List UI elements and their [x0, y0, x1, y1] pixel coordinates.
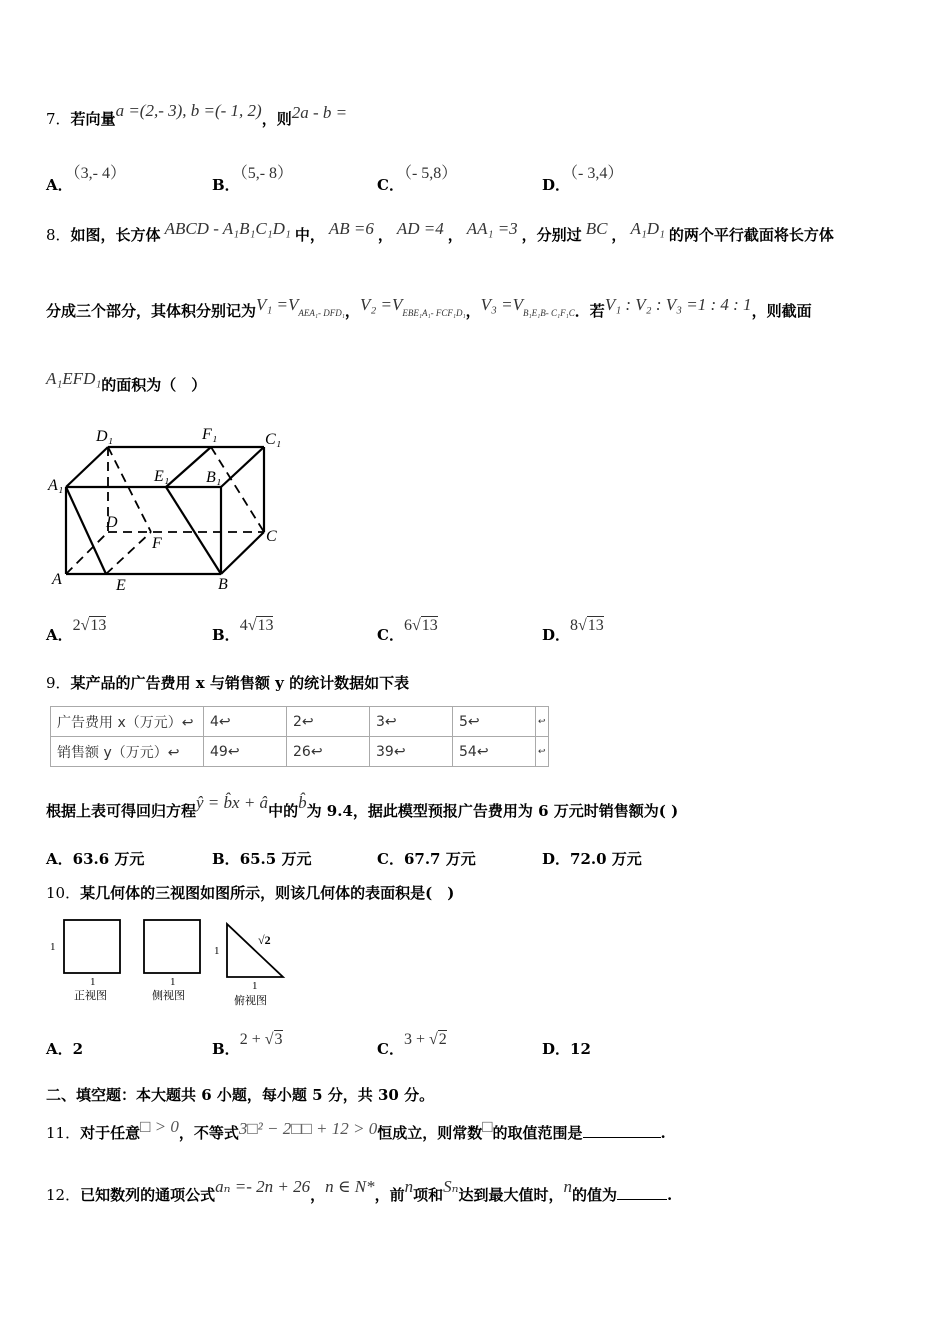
q12-formula: aₙ =- 2n + 26: [215, 1177, 311, 1196]
q11-text: ，不等式: [178, 1124, 239, 1142]
q8-line1: [46, 219, 834, 245]
q8-formula: AA₁ =3: [466, 219, 518, 238]
table-header: 销售额 y（万元）↩: [51, 737, 204, 767]
option-value: 2√13: [72, 617, 107, 634]
q7-text-pre: 若向量: [70, 110, 116, 128]
q8-line2: [46, 295, 812, 321]
option-value: （3,- 4）: [72, 165, 126, 182]
q8-formula: ABCD - A₁B₁C₁D₁: [164, 219, 291, 238]
q8-formula: V₁ =V: [256, 295, 299, 314]
option-label: C．: [377, 176, 404, 194]
label-D: D: [106, 514, 118, 531]
label-B1: B₁: [206, 469, 222, 486]
coef: 2: [72, 617, 81, 634]
table-cell: 4↩: [204, 707, 287, 737]
label-B: B: [218, 576, 228, 593]
table-cell: ↩: [536, 707, 549, 737]
option-label: A．: [46, 1040, 73, 1058]
q9-stem2: [46, 793, 679, 821]
q8-text: 的面积为（ ）: [101, 376, 207, 394]
q11-formula: □: [482, 1117, 493, 1136]
q12-formula: Sₙ: [443, 1177, 459, 1196]
q8-text: ，: [611, 226, 627, 244]
q8-text: ，: [344, 302, 360, 320]
q8-number: 8．: [46, 226, 71, 244]
coef: 4: [239, 617, 248, 634]
table-cell: 39↩: [370, 737, 453, 767]
coef: 8: [570, 617, 579, 634]
q7-option-a: [46, 165, 126, 195]
option-label: C．: [377, 850, 404, 868]
q12-text: .: [667, 1186, 673, 1204]
top-bottom-label: 1: [252, 980, 258, 992]
option-label: B．: [212, 626, 240, 644]
q11-text: 的取值范围是: [492, 1124, 583, 1142]
q9-number: 9．: [46, 674, 71, 692]
q11-stem: [46, 1117, 666, 1143]
q12-formula: n: [563, 1177, 572, 1196]
q9-text: 中的: [268, 802, 299, 820]
option-label: A．: [46, 850, 73, 868]
option-value: （- 3,4）: [570, 165, 624, 182]
hidden-edge: [211, 447, 264, 532]
q8-formula-sub: EBE₁A₁- FCF₁D₁: [402, 308, 466, 318]
hidden-edge: [106, 532, 151, 574]
option-value: 4√13: [239, 617, 274, 634]
table-cell: ↩: [536, 737, 549, 767]
q9-formula: b̂: [298, 793, 307, 812]
label-A: A: [52, 571, 62, 588]
q8-text: ，: [377, 226, 393, 244]
q9-text: 为 9.4，据此模型预报广告费用为 6 万元时销售额为( ): [306, 802, 679, 820]
q8-text: ，: [465, 302, 481, 320]
q12-text: 达到最大值时，: [458, 1186, 564, 1204]
q8-formula: A₁EFD₁: [46, 369, 102, 388]
q8-formula: V₁ : V₂ : V₃ =1 : 4 : 1: [604, 295, 752, 314]
option-label: D．: [542, 176, 571, 194]
q8-text: ，: [447, 226, 463, 244]
q7-stem: [46, 101, 348, 129]
q9-data-table: [50, 706, 549, 767]
q8-formula: AD =4: [396, 219, 444, 238]
hidden-edge: [66, 532, 108, 574]
side-view-square: [144, 920, 200, 973]
q9-option-c: [377, 848, 476, 869]
option-value: 67.7 万元: [403, 850, 476, 868]
option-prefix: 2 +: [239, 1031, 265, 1048]
option-value: 2: [72, 1040, 84, 1058]
front-side-label: 1: [50, 941, 56, 953]
q9-text: 某产品的广告费用 x 与销售额 y 的统计数据如下表: [70, 674, 410, 692]
q10-option-b: [212, 1031, 283, 1059]
q7-option-b: [212, 165, 294, 195]
q8-option-c: [377, 617, 438, 645]
edge: [66, 487, 106, 574]
option-label: C．: [377, 1040, 404, 1058]
answer-blank[interactable]: [617, 1199, 667, 1200]
q11-text: .: [660, 1124, 666, 1142]
label-C1: C₁: [265, 431, 282, 448]
option-prefix: 3 +: [403, 1031, 429, 1048]
edge: [166, 487, 221, 574]
side-caption: 侧视图: [152, 989, 185, 1002]
option-label: D．: [542, 626, 571, 644]
q7-formula-expression: 2a - b =: [291, 103, 348, 122]
option-value: （- 5,8）: [403, 165, 458, 182]
q8-formula-sub: B₁E₁B- C₁F₁C: [523, 308, 575, 318]
q8-text: 的两个平行截面将长方体: [668, 226, 834, 244]
q8-option-b: [212, 617, 274, 645]
radicand: 13: [90, 617, 107, 634]
table-header: 广告费用 x（万元）↩: [51, 707, 204, 737]
q7-formula-vectors: a =(2,- 3), b =(- 1, 2): [115, 101, 262, 120]
q8-text: ．若: [574, 302, 605, 320]
q11-text: 恒成立，则常数: [377, 1124, 483, 1142]
q8-formula: V₃ =V: [480, 295, 524, 314]
q8-formula: V₂ =V: [359, 295, 403, 314]
edge: [166, 447, 211, 487]
edge: [221, 532, 264, 574]
radicand: 3: [274, 1031, 283, 1048]
front-view-square: [64, 920, 120, 973]
q10-text: 某几何体的三视图如图所示，则该几何体的表面积是( ): [80, 884, 455, 902]
table-row: [51, 707, 549, 737]
option-value: 8√13: [570, 617, 604, 634]
q8-formula: A₁D₁: [630, 219, 665, 238]
answer-blank[interactable]: [583, 1137, 661, 1138]
q12-number: 12．: [46, 1186, 81, 1204]
table-cell: 54↩: [453, 737, 536, 767]
side-bottom-label: 1: [170, 976, 176, 988]
q9-option-a: [46, 848, 144, 869]
edge: [221, 447, 264, 487]
q7-text-mid: ，则: [261, 110, 292, 128]
q10-option-d: [542, 1038, 591, 1059]
q8-option-a: [46, 617, 107, 645]
table-cell: 2↩: [287, 707, 370, 737]
q11-formula: □ > 0: [140, 1117, 179, 1136]
option-label: B．: [212, 850, 240, 868]
table-cell: 5↩: [453, 707, 536, 737]
q8-formula-sub: AEA₁- DFD₁: [298, 308, 345, 318]
label-A1: A₁: [48, 477, 64, 494]
radicand: 13: [587, 617, 604, 634]
q8-formula: BC: [585, 219, 608, 238]
q8-text: 分成三个部分，其体积分别记为: [46, 302, 257, 320]
option-value: 72.0 万元: [570, 850, 642, 868]
q7-option-d: [542, 165, 624, 195]
radicand: 13: [421, 617, 438, 634]
option-label: A．: [46, 176, 73, 194]
q12-text: 的值为: [572, 1186, 618, 1204]
option-value: （5,- 8）: [239, 165, 294, 182]
q7-option-c: [377, 165, 458, 195]
q9-option-b: [212, 848, 311, 869]
section2-title: 二、填空题：本大题共 6 小题，每小题 5 分，共 30 分。: [46, 1086, 435, 1104]
q8-formula: AB =6: [328, 219, 374, 238]
q8-text: ，则截面: [751, 302, 812, 320]
q9-text: 根据上表可得回归方程: [46, 802, 197, 820]
q9-formula: ŷ = b̂x + â: [196, 793, 269, 812]
q8-text: ，分别过: [521, 226, 582, 244]
q8-option-d: [542, 617, 604, 645]
q12-text: ，前: [374, 1186, 405, 1204]
q10-number: 10．: [46, 884, 81, 902]
top-view-triangle: [227, 924, 283, 977]
q10-stem: [46, 882, 454, 903]
top-caption: 俯视图: [234, 994, 267, 1007]
q12-stem: [46, 1177, 673, 1205]
q11-formula: 3□² − 2□□ + 12 > 0: [238, 1119, 378, 1138]
front-bottom-label: 1: [90, 976, 96, 988]
label-F: F: [152, 535, 162, 552]
table-row: [51, 737, 549, 767]
edge: [66, 447, 108, 487]
option-value: 6√13: [403, 617, 438, 634]
q10-option-c: [377, 1031, 447, 1059]
q7-number: 7．: [46, 110, 71, 128]
q9-stem: [46, 672, 409, 693]
top-side-label: 1: [214, 945, 220, 957]
coef: 6: [403, 617, 412, 634]
q10-option-a: [46, 1038, 83, 1059]
top-hyp-label: √2: [258, 933, 271, 947]
option-value: 3 + √2: [403, 1031, 447, 1048]
label-E1: E₁: [154, 468, 170, 485]
q12-text: 项和: [413, 1186, 444, 1204]
option-label: C．: [377, 626, 404, 644]
option-label: A．: [46, 626, 73, 644]
table-cell: 26↩: [287, 737, 370, 767]
option-label: D．: [542, 850, 571, 868]
radicand: 2: [438, 1031, 447, 1048]
option-value: 12: [570, 1040, 591, 1058]
label-C: C: [266, 528, 277, 545]
option-label: B．: [212, 1040, 240, 1058]
q8-cuboid-figure: [46, 424, 296, 596]
q8-line3: [46, 369, 207, 395]
label-E: E: [116, 577, 126, 594]
option-label: B．: [212, 176, 240, 194]
q12-text: ，: [310, 1186, 326, 1204]
q12-text: 已知数列的通项公式: [80, 1186, 216, 1204]
table-cell: 3↩: [370, 707, 453, 737]
option-value: 65.5 万元: [239, 850, 312, 868]
radicand: 13: [257, 617, 274, 634]
label-F1: F₁: [202, 426, 218, 443]
q12-formula: n: [404, 1177, 414, 1196]
q8-text: 中，: [294, 226, 325, 244]
table-cell: 49↩: [204, 737, 287, 767]
q10-three-views: [46, 914, 296, 1010]
q8-text: 如图，长方体: [70, 226, 161, 244]
option-value: 2 + √3: [239, 1031, 283, 1048]
q11-text: 对于任意: [80, 1124, 141, 1142]
q11-number: 11．: [46, 1124, 81, 1142]
option-label: D．: [542, 1040, 571, 1058]
q12-formula: n ∈ N*: [325, 1177, 375, 1196]
label-D1: D₁: [96, 428, 114, 445]
front-caption: 正视图: [74, 989, 107, 1002]
q9-option-d: [542, 848, 642, 869]
option-value: 63.6 万元: [72, 850, 145, 868]
